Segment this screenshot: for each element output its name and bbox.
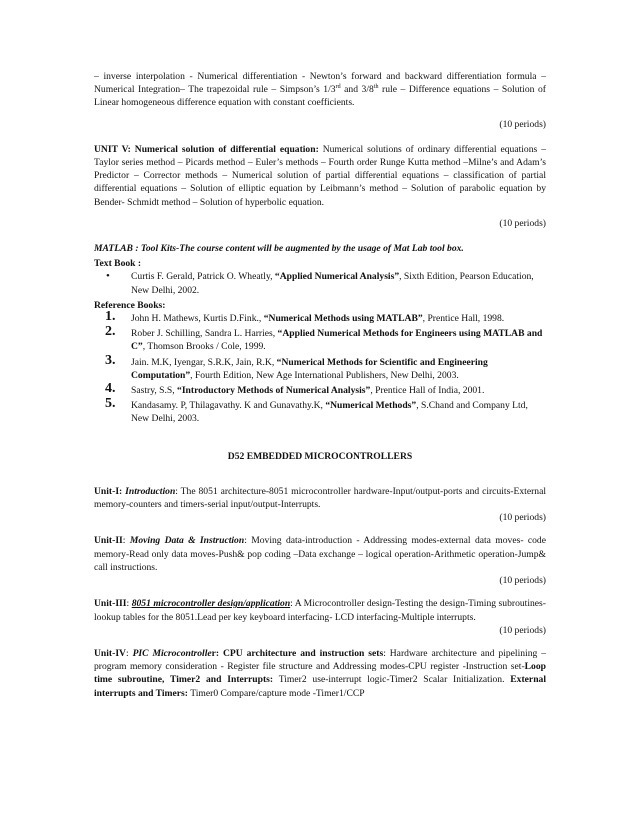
ref-publisher: , Prentice Hall, 1998. [422, 313, 505, 325]
list-item [94, 309, 546, 325]
ref-title: “Introductory Methods of Numerical Analysis” [177, 385, 371, 397]
intro-text-3: rule – Difference equations – Solution of Linear homogeneous difference equation with constant coefficients. [94, 84, 546, 109]
ref-title: “Numerical Methods” [325, 400, 417, 412]
unit-label: Unit-II [94, 535, 123, 547]
periods-label: (10 periods) [499, 118, 546, 130]
intro-paragraph [94, 70, 546, 110]
unit3-paragraph: Unit-III: 8051 microcontroller design/application: A Microcontroller design-Testing the design-Timing subroutines-lookup tables for the 8051.Lead per key keyboard interfacing- LCD interfacing-Multiple interrupts. [94, 598, 546, 623]
periods-label: (10 periods) [499, 512, 546, 524]
unit-topic: 8051 microcontroller design/application [131, 598, 291, 610]
unit-subtopic: r: CPU architecture and instruction sets [211, 647, 384, 659]
unit-label: Unit-I: [94, 485, 123, 497]
matlab-note: MATLAB : Tool Kits-The course content will be augmented by the usage of Mat Lab tool box. [94, 243, 464, 255]
ref-authors: Jain. M.K, Iyengar, S.R.K, Jain, R.K, [131, 356, 277, 368]
list-number: 5. [105, 396, 116, 412]
superscript-rd: rd [335, 84, 341, 91]
textbook-authors: Curtis F. Gerald, Patrick O. Wheatly, [131, 271, 275, 283]
ref-publisher: , Thomson Brooks / Cole, 1999. [142, 341, 266, 353]
unit-bold-heading: External interrupts and Timers: [94, 674, 546, 699]
unit-label: Unit-IV [94, 647, 126, 659]
unit5-paragraph [94, 143, 546, 209]
ref-authors: Sastry, S.S, [131, 385, 178, 397]
bullet-icon: • [106, 270, 110, 283]
unit-topic: Introduction [125, 485, 176, 497]
unit-body: : Moving data-introduction - Addressing modes-external data moves- code memory-Read only data moves-Push& pop coding –Data exchange – logical operation-Arithmetic operation-Jump& call instructions. [94, 535, 546, 573]
ref-publisher: , Prentice Hall of India, 2001. [370, 385, 485, 397]
periods-label: (10 periods) [499, 217, 546, 229]
unit1-paragraph [94, 485, 546, 511]
unit-body: : A Microcontroller design-Testing the design-Timing subroutines-lookup tables for the 8051.Lead per key keyboard interfacing- LCD interfacing-Multiple interrupts. [94, 598, 546, 623]
unit-bold-heading: Loop time subroutine, Timer2 and Interrupts: [94, 661, 546, 686]
intro-text-2: and 3/8 [340, 84, 374, 96]
ref-title: “Applied Numerical Methods for Engineers using MATLAB and C” [131, 328, 543, 353]
ref-title: “Numerical Methods using MATLAB” [263, 313, 423, 325]
unit-body: : The 8051 architecture-8051 microcontroller hardware-Input/output-ports and circuits-External memory-counters and timers-serial input/output-Interrupts. [94, 485, 546, 511]
list-item [94, 324, 546, 353]
unit5-title: UNIT V: Numerical solution of differential equation: [94, 143, 319, 155]
textbook-publisher: , Sixth Edition, Pearson Education, New Delhi, 2002. [131, 271, 534, 296]
unit-topic: PIC Microcontrolle [132, 647, 212, 659]
reference-heading: Reference Books: [94, 299, 166, 311]
ref-publisher: , Fourth Edition, New Age International Publishers, New Delhi, 2003. [190, 369, 459, 381]
reference-list [94, 309, 546, 426]
unit2-paragraph: Unit-II: Moving Data & Instruction: Moving data-introduction - Addressing modes-external data moves- code memory-Read only data moves-Push& pop coding –Data exchange – logical operation-Arithmetic operation-Jump& call instructions. [94, 535, 546, 573]
ref-authors: Rober J. Schilling, Sandra L. Harries, [131, 328, 278, 340]
ref-publisher: , S.Chand and Company Ltd, New Delhi, 2003. [131, 400, 528, 425]
unit5-body: Numerical solutions of ordinary differential equations –Taylor series method – Picards method – Euler’s methods – Fourth order Runge Kutta method –Milne’s and Adam’s Predictor – Corrector methods – Numerical solution of partial differential equations – classification of partial differential equations – Solution of elliptic equation by Leibmann’s method – Solution of parabolic equation by Bender- Schmidt method – Solution of hyperbolic equation. [94, 143, 546, 208]
unit-label: Unit-III [94, 598, 127, 610]
textbook-title: “Applied Numerical Analysis” [274, 271, 400, 283]
section-title: D52 EMBEDDED MICROCONTROLLERS [227, 450, 413, 462]
unit-body: Timer2 use-interrupt logic-Timer2 Scalar Initialization. [273, 674, 511, 686]
textbook-heading: Text Book : [94, 258, 142, 270]
periods-label: (10 periods) [499, 575, 546, 587]
superscript-th: th [373, 84, 379, 91]
ref-title: “Numerical Methods for Scientific and Engineering Computation” [131, 356, 488, 381]
intro-text-1: – inverse interpolation - Numerical differentiation - Newton’s forward and backward differentiation formula – Numerical Integration– The trapezoidal rule – Simpson’s 1/3 [94, 71, 546, 96]
list-item [94, 270, 546, 296]
textbook-list [94, 270, 546, 296]
list-item [94, 352, 546, 382]
ref-authors: John H. Mathews, Kurtis D.Fink., [131, 313, 264, 325]
list-number: 4. [105, 381, 116, 397]
list-number: 2. [105, 324, 116, 340]
unit-topic: Moving Data & Instruction [129, 535, 245, 547]
document-page [94, 70, 546, 700]
unit-body: : Hardware architecture and pipelining –program memory consideration - Register file structure and Addressing modes-CPU register -Instruction set- [94, 647, 546, 673]
list-number: 3. [105, 352, 116, 368]
list-item [94, 396, 546, 425]
ref-authors: Kandasamy. P, Thilagavathy. K and Gunavathy.K, [131, 400, 326, 412]
unit4-paragraph: Unit-IV: PIC Microcontroller: CPU architecture and instruction sets: Hardware architecture and pipelining –program memory consideration - Register file structure and Addressing modes-CPU register -Instruction set-Loop time subroutine, Timer2 and Interrupts: Timer2 use-interrupt logic-Timer2 Scalar Initialization. External interrupts and Timers: Timer0 Compare/capture mode -Timer1/CCP [94, 647, 546, 699]
list-number: 1. [105, 309, 116, 325]
periods-label: (10 periods) [499, 624, 546, 636]
unit-body: Timer0 Compare/capture mode -Timer1/CCP [188, 687, 365, 699]
list-item [94, 381, 546, 397]
